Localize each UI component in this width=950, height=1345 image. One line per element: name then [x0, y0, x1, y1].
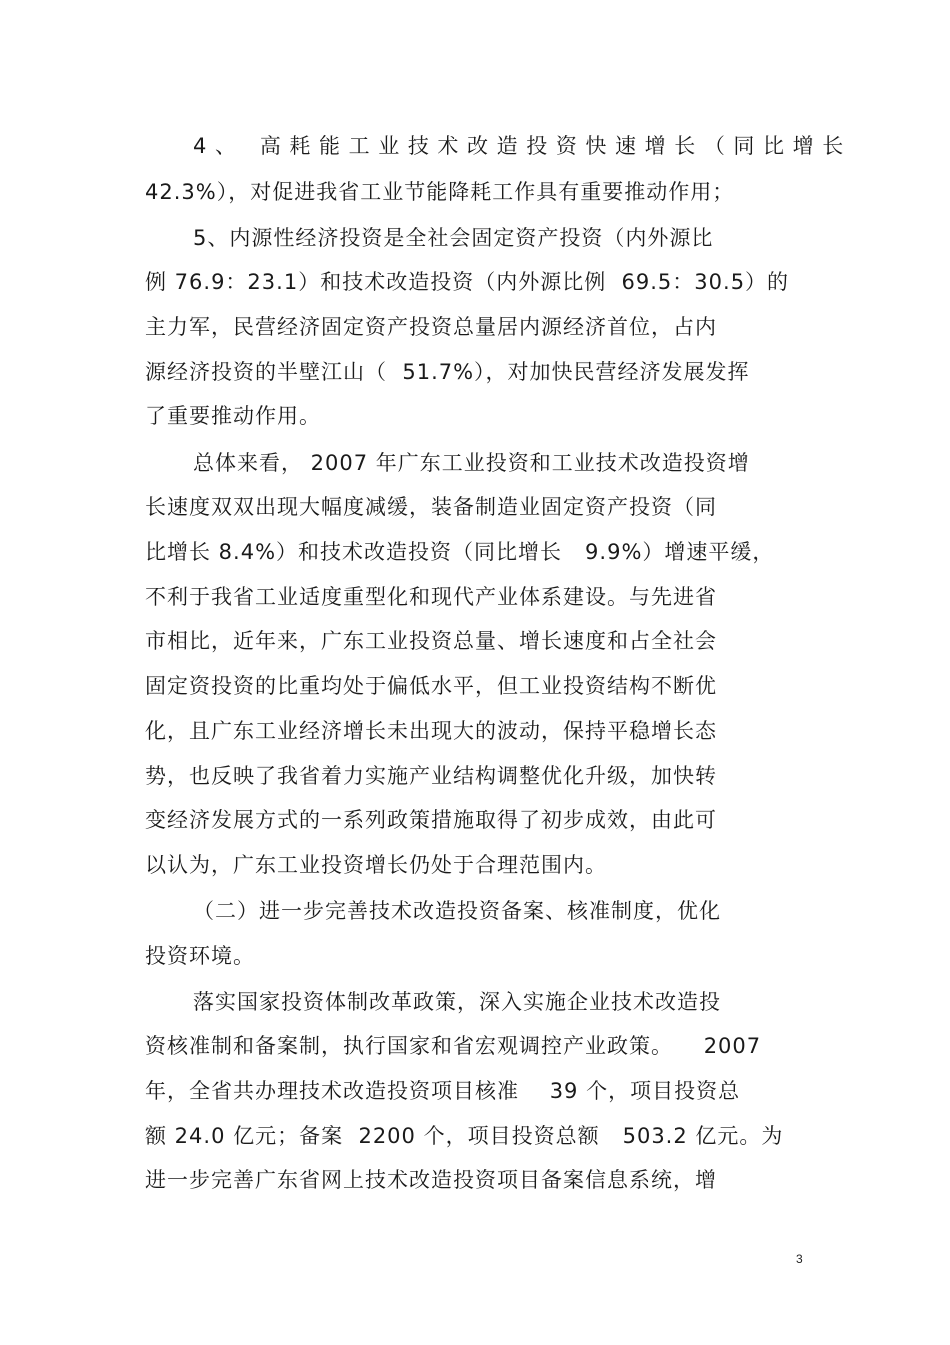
text-line: 不利于我省工业适度重型化和现代产业体系建设。与先进省	[145, 585, 717, 609]
text-line: 主力军，民营经济固定资产投资总量居内源经济首位，占内	[145, 315, 717, 339]
text-line: 资核准制和备案制，执行国家和省宏观调控产业政策。 2007	[145, 1034, 762, 1058]
text-line: 例 76.9：23.1）和技术改造投资（内外源比例 69.5：30.5）的	[145, 270, 790, 294]
text-line: 额 24.0 亿元；备案 2200 个，项目投资总额 503.2 亿元。为	[145, 1124, 784, 1148]
section-heading: 投资环境。	[145, 944, 255, 968]
text-line: 进一步完善广东省网上技术改造投资项目备案信息系统，增	[145, 1168, 717, 1192]
text-line: 5、内源性经济投资是全社会固定资产投资（内外源比	[193, 226, 714, 250]
text-line: 势，也反映了我省着力实施产业结构调整优化升级，加快转	[145, 764, 717, 788]
page-number: 3	[796, 1252, 803, 1266]
text-line: 以认为，广东工业投资增长仍处于合理范围内。	[145, 853, 607, 877]
text-line: 化，且广东工业经济增长未出现大的波动，保持平稳增长态	[145, 719, 717, 743]
text-line: 42.3%），对促进我省工业节能降耗工作具有重要推动作用；	[145, 180, 735, 204]
text-line: 市相比，近年来，广东工业投资总量、增长速度和占全社会	[145, 629, 717, 653]
text-line: 落实国家投资体制改革政策，深入实施企业技术改造投	[193, 990, 721, 1014]
text-line: 4、 高耗能工业技术改造投资快速增长（同比增长	[193, 134, 852, 158]
text-line: 长速度双双出现大幅度减缓，装备制造业固定资产投资（同	[145, 495, 717, 519]
text-line: 了重要推动作用。	[145, 404, 321, 428]
text-line: 变经济发展方式的一系列政策措施取得了初步成效，由此可	[145, 808, 717, 832]
text-line: 年，全省共办理技术改造投资项目核准 39 个，项目投资总	[145, 1079, 741, 1103]
text-line: 比增长 8.4%）和技术改造投资（同比增长 9.9%）增速平缓，	[145, 540, 775, 564]
text-line: 固定资投资的比重均处于偏低水平，但工业投资结构不断优	[145, 674, 717, 698]
text-line: 总体来看， 2007 年广东工业投资和工业技术改造投资增	[193, 451, 750, 475]
text-line: 源经济投资的半壁江山（ 51.7%），对加快民营经济发展发挥	[145, 360, 750, 384]
section-heading: （二）进一步完善技术改造投资备案、核准制度，优化	[193, 899, 721, 923]
